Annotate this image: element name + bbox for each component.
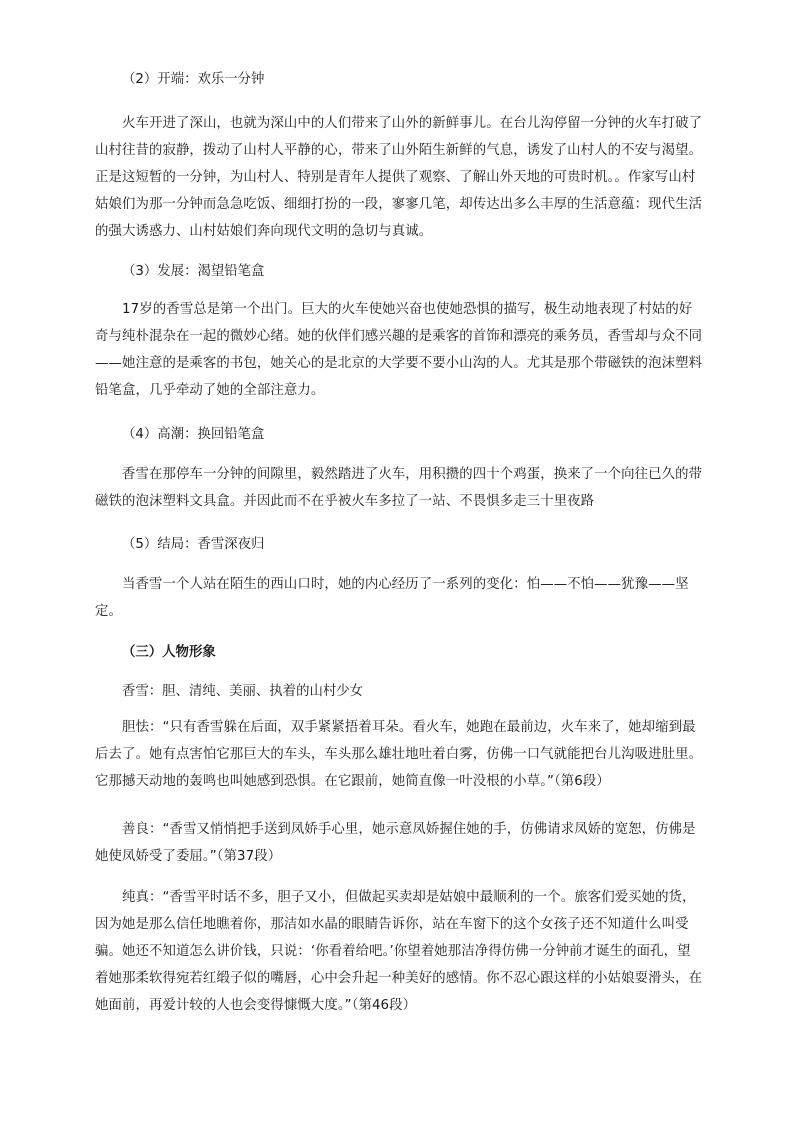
paragraph-climax: 香雪在那停车一分钟的间隙里，毅然踏进了火车，用积攒的四十个鸡蛋，换来了一个向往已久的带磁铁的泡沫塑料文具盒。并因此而不在乎被火车多拉了一站、不畏惧多走三十里夜路 xyxy=(95,467,703,509)
paragraph-timid: 胆怯：“只有香雪躲在后面，双手紧紧捂着耳朵。看火车，她跑在最前边，火车来了，她却缩到最后去了。她有点害怕它那巨大的车头，车头那么雄壮地吐着白雾，仿佛一口气就能把台儿沟吸进肚里。它那撼天动地的轰鸣也叫她感到恐惧。在它跟前，她简直像一叶没根的小草。”（第6段） xyxy=(95,720,703,789)
paragraph-development: 17岁的香雪总是第一个出门。巨大的火车使她兴奋也使她恐惧的描写，极生动地表现了村姑的好奇与纯朴混杂在一起的微妙心绪。她的伙伴们感兴趣的是乘客的首饰和漂亮的乘务员，香雪却与众不同——她注意的是乘客的书包，她关心的是北京的大学要不要小山沟的人。尤其是那个带磁铁的泡沫塑料铅笔盒，几乎牵动了她的全部注意力。 xyxy=(95,302,703,398)
section-heading-beginning: （2）开端：欢乐一分钟 xyxy=(122,72,265,87)
section-heading-climax: （4）高潮：换回铅笔盒 xyxy=(122,427,265,442)
paragraph-pure: 纯真：“香雪平时话不多，胆子又小，但做起买卖却是姑娘中最顺利的一个。旅客们爱买她的货，因为她是那么信任地瞧着你，那洁如水晶的眼睛告诉你，站在车窗下的这个女孩子还不知道什么叫受骗。她还不知道怎么讲价钱，只说：‘你看着给吧。’你望着她那洁净得仿佛一分钟前才诞生的面孔，望着她那柔软得宛若红缎子似的嘴唇，心中会升起一种美好的感情。你不忍心跟这样的小姑娘耍滑头，在她面前，再爱计较的人也会变得慷慨大度。”（第46段） xyxy=(95,890,703,1013)
character-intro: 香雪：胆、清纯、美丽、执着的山村少女 xyxy=(122,684,364,699)
section-heading-ending: （5）结局：香雪深夜归 xyxy=(122,537,265,552)
section-heading-development: （3）发展：渴望铅笔盒 xyxy=(122,264,265,279)
part-heading-character: （三）人物形象 xyxy=(122,645,216,660)
paragraph-kind: 善良：“香雪又悄悄把手送到凤娇手心里，她示意凤娇握住她的手，仿佛请求凤娇的宽恕，仿佛是她使凤娇受了委屈。”（第37段） xyxy=(95,822,696,864)
paragraph-ending: 当香雪一个人站在陌生的西山口时，她的内心经历了一系列的变化：怕——不怕——犹豫——坚定。 xyxy=(95,577,689,619)
paragraph-beginning: 火车开进了深山，也就为深山中的人们带来了山外的新鲜事儿。在台儿沟停留一分钟的火车打破了山村往昔的寂静，拨动了山村人平静的心，带来了山外陌生新鲜的气息，诱发了山村人的不安与渴望。正是这短暂的一分钟，为山村人、特别是青年人提供了观察、了解山外天地的可贵时机。。作家写山村姑娘们为那一分钟而急急吃饭、细细打扮的一段，寥寥几笔，却传达出多么丰厚的生活意蕴：现代生活的强大诱惑力、山村姑娘们奔向现代文明的急切与真诚。 xyxy=(95,116,703,239)
